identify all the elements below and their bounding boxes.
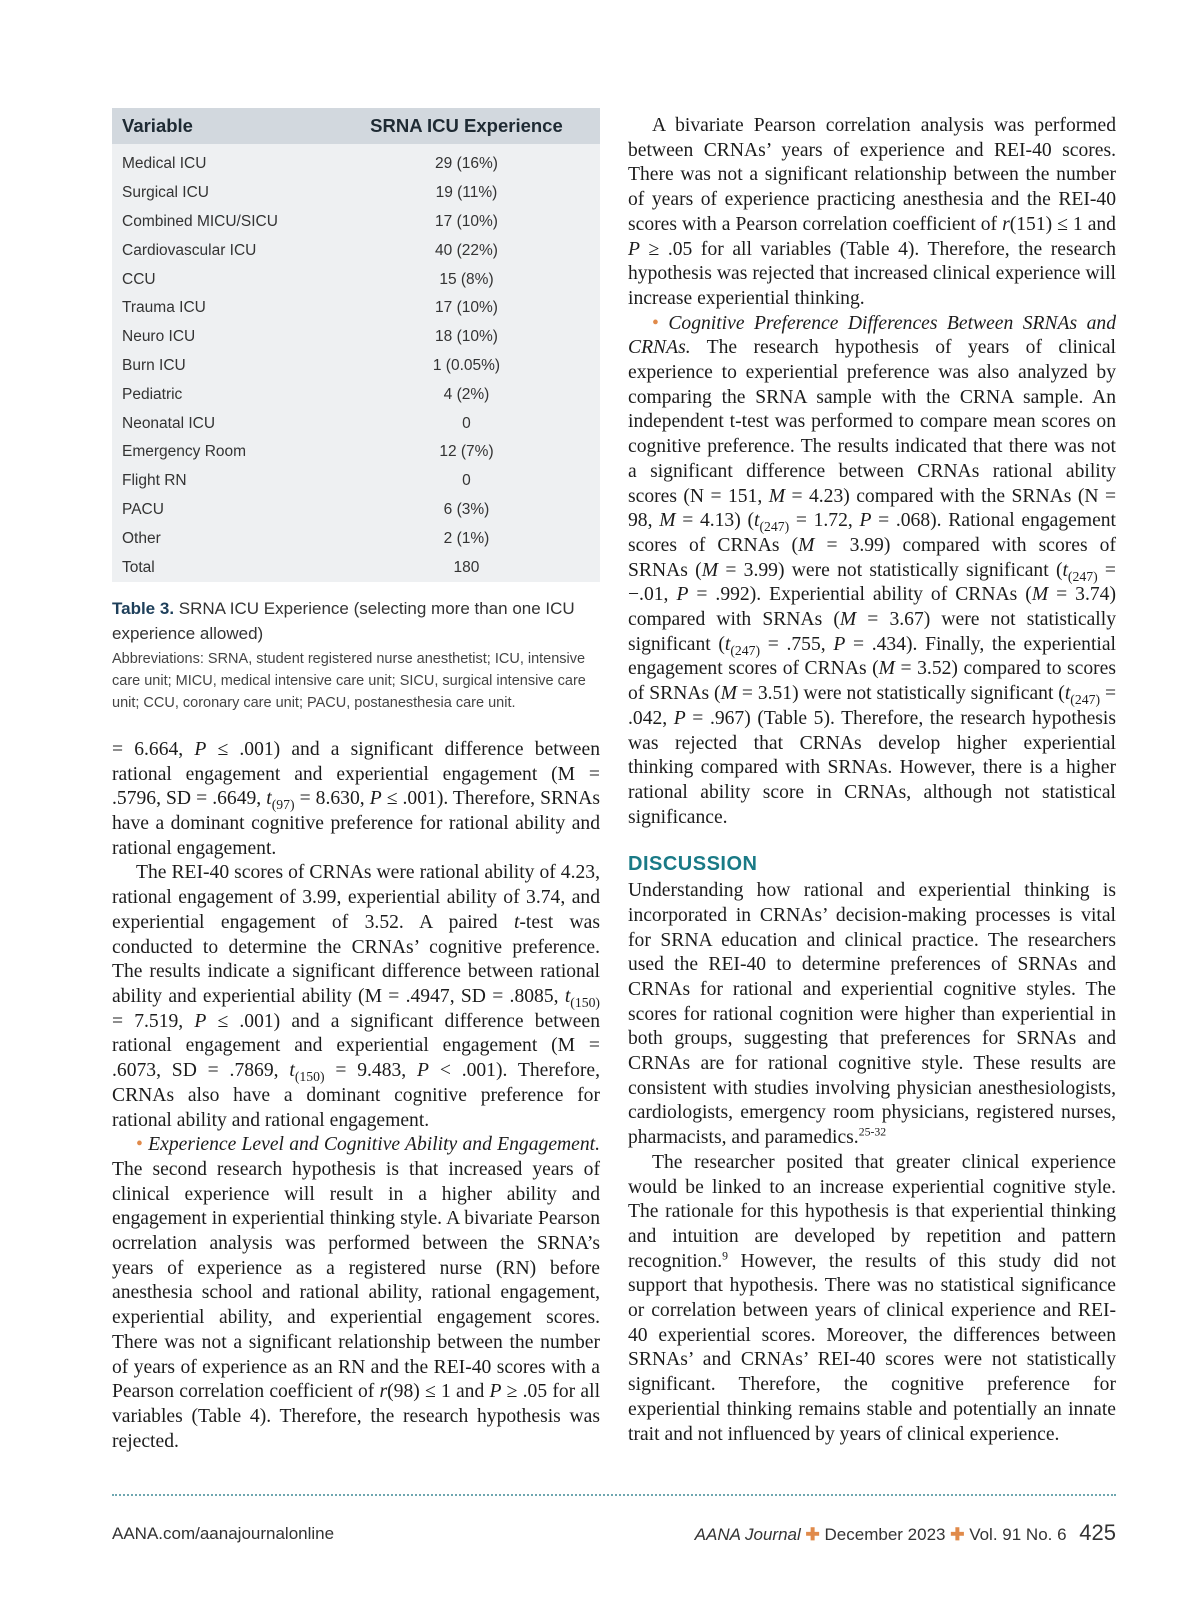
row-value: 6 (3%) xyxy=(443,500,490,518)
row-label: Total xyxy=(122,558,155,576)
row-label: CCU xyxy=(122,270,156,288)
left-column xyxy=(112,108,600,1454)
table-row xyxy=(112,208,600,237)
row-label: Combined MICU/SICU xyxy=(122,212,278,230)
table-row xyxy=(112,323,600,352)
volume-info: Vol. 91 No. 6 xyxy=(969,1525,1067,1544)
caption-title xyxy=(112,596,600,646)
reference: 25-32 xyxy=(858,1125,887,1139)
row-label: Neuro ICU xyxy=(122,328,196,346)
bullet-icon: • xyxy=(136,1134,143,1156)
table-row xyxy=(112,553,600,582)
row-value: 17 (10%) xyxy=(435,299,498,317)
footer-divider xyxy=(112,1494,1116,1496)
bullet-icon: • xyxy=(652,312,659,334)
row-label: Flight RN xyxy=(122,472,187,490)
row-value: 1 (0.05%) xyxy=(432,356,501,374)
table-row xyxy=(112,236,600,265)
caption-label: Table 3. xyxy=(112,598,175,618)
row-value: 2 (1%) xyxy=(443,529,490,547)
row-value: 15 (8%) xyxy=(439,270,494,288)
header-variable: Variable xyxy=(112,108,333,144)
caption-abbreviations: Abbreviations: SRNA, student registered nurse anesthetist; ICU, intensive care unit; MICU, medical intensive care unit; SICU, surgical intensive care unit; CCU, coronary care unit; PACU, postanesthesia care unit. xyxy=(112,650,586,711)
row-label: Surgical ICU xyxy=(122,184,209,202)
row-label: Medical ICU xyxy=(122,155,207,173)
row-label: Cardiovascular ICU xyxy=(122,241,257,259)
row-value: 12 (7%) xyxy=(439,443,494,461)
discussion-heading: DISCUSSION xyxy=(628,853,758,876)
plus-icon: ✚ xyxy=(950,1525,965,1544)
paragraph: The REI-40 scores of CRNAs were rational ability of 4.23, rational engagement of 3.99, experiential ability of 3.74, and experiential engagement of 3.52. A paired t-test was conducted to determine the CRNAs’ cognitive preference. The results indicate a significant difference between rational ability and experiential ability (M = .4947, SD = .8085, $t_{(150)} = 7.519$, P ≤ .001) and a significant difference between rational engagement and experiential engagement (M = .6073, SD = .7869, $t_{(150)} = 9.483$, P < .001). Therefore, CRNAs also have a dominant cognitive preference for rational ability and rational engagement. xyxy=(112,862,601,1131)
row-value: 4 (2%) xyxy=(443,385,490,403)
row-label: Pediatric xyxy=(122,385,183,403)
row-label: Burn ICU xyxy=(122,356,186,374)
row-label: Other xyxy=(122,529,161,547)
table-row xyxy=(112,179,600,208)
row-label: Neonatal ICU xyxy=(122,414,216,432)
table-row xyxy=(112,438,600,467)
row-value: 0 xyxy=(462,472,471,490)
table-row xyxy=(112,265,600,294)
row-value: 17 (10%) xyxy=(435,212,498,230)
table-header-row xyxy=(112,108,600,144)
caption-text: SRNA ICU Experience (selecting more than one ICU experience allowed) xyxy=(112,598,575,643)
table-row xyxy=(112,524,600,553)
journal-website-link[interactable]: AANA.com/aanajournalonline xyxy=(112,1524,335,1543)
table-row xyxy=(112,409,600,438)
row-label: PACU xyxy=(122,500,164,518)
header-srna-icu-experience: SRNA ICU Experience xyxy=(333,108,600,144)
row-value: 29 (16%) xyxy=(435,155,498,173)
right-column xyxy=(628,114,1116,1447)
row-value: 40 (22%) xyxy=(435,241,498,259)
table-row xyxy=(112,496,600,525)
page-number: 425 xyxy=(1079,1520,1116,1545)
paragraph: The researcher posited that greater clinical experience would be linked to an increase experiential cognitive style. The rationale for this hypothesis is that experiential thinking and intuition are developed by repetition and pattern recognition.$^9$ However, the results of this study did not support that hypothesis. There was no statistical significance or correlation between years of clinical experience and REI-40 experiential scores. Moreover, the differences between SRNAs’ and CRNAs’ REI-40 scores were not statistically significant. Therefore, the cognitive preference for experiential thinking remains stable and potentially an innate trait and not influenced by years of clinical experience. xyxy=(628,1151,1116,1445)
paragraph: Understanding how rational and experiential thinking is incorporated in CRNAs’ decision-making processes is vital for SRNA education and clinical practice. The researchers used the REI-40 to determine preferences of SRNAs and CRNAs for rational and experiential cognitive styles. The scores for rational cognition were higher than experiential in both groups, suggesting that preferences for SRNAs and CRNAs are for rational cognitive style. These results are consistent with studies involving physician anesthesiologists, cardiologists, emergency room physicians, registered nurses, pharmacists, and paramedics.$^{25-32}$ xyxy=(628,880,1116,1149)
row-label: Emergency Room xyxy=(122,443,247,461)
journal-name: AANA Journal xyxy=(694,1525,801,1544)
row-value: 180 xyxy=(453,558,480,576)
table-row xyxy=(112,150,600,179)
journal-info xyxy=(695,1520,1116,1546)
table-row xyxy=(112,352,600,381)
subheading: Experience Level and Cognitive Ability and Engagement. xyxy=(148,1134,601,1156)
plus-icon: ✚ xyxy=(805,1525,820,1544)
table-caption xyxy=(112,596,600,714)
reference: 9 xyxy=(722,1249,729,1263)
table-row xyxy=(112,380,600,409)
row-label: Trauma ICU xyxy=(122,299,206,317)
table-3 xyxy=(112,108,600,582)
paragraph: • Experience Level and Cognitive Ability and Engagement. The second research hypothesis is that increased years of clinical experience will result in a higher ability and engagement in experiential thinking style. A bivariate Pearson ocrrelation analysis was performed between the SRNA’s years of experience as a registered nurse (RN) before anesthesia school and rational ability, rational engagement, experiential ability, and experiential engagement scores. There was not a significant relationship between the number of years of experience as an RN and the REI-40 scores with a Pearson correlation coefficient of r(98) ≤ 1 and P ≥ .05 for all variables (Table 4). Therefore, the research hypothesis was rejected. xyxy=(112,1134,601,1452)
paragraph: = 6.664, P ≤ .001) and a significant difference between rational engagement and experiential engagement (M = .5796, SD = .6649, $t_{(97)} = 8.630$, P ≤ .001). Therefore, SRNAs have a dominant cognitive preference for rational ability and rational engagement. xyxy=(112,738,601,859)
paragraph: • Cognitive Preference Differences Between SRNAs and CRNAs. The research hypothesis of years of clinical experience to experiential preference was also analyzed by comparing the SRNA sample with the CRNA sample. An independent t-test was performed to compare mean scores on cognitive preference. The results indicated that there was not a significant difference between CRNAs rational ability scores (N = 151, M = 4.23) compared with the SRNAs (N = 98, M = 4.13) ($t_{(247)} = 1.72$, P = .068). Rational engagement scores of CRNAs (M = 3.99) compared with scores of SRNAs (M = 3.99) were not statistically significant ($t_{(247)} = -.01$, P = .992). Experiential ability of CRNAs (M = 3.74) compared with SRNAs (M = 3.67) were not statistically significant ($t_{(247)} = .755$, P = .434). Finally, the experiential engagement scores of CRNAs (M = 3.52) compared to scores of SRNAs (M = 3.51) were not statistically significant ($t_{(247)} = .042$, P = .967) (Table 5). Therefore, the research hypothesis was rejected that CRNAs develop higher experiential thinking compared with SRNAs. However, there is a higher rational ability score in CRNAs, although not statistical significance. xyxy=(628,312,1117,828)
row-value: 0 xyxy=(462,414,471,432)
right-body-text xyxy=(628,114,1116,1447)
table-row xyxy=(112,294,600,323)
subheading: Cognitive Preference Differences Between SRNAs and CRNAs. xyxy=(628,312,1116,359)
paragraph: A bivariate Pearson correlation analysis was performed between CRNAs’ years of experience and REI-40 scores. There was not a significant relationship between the number of years of experience practicing anesthesia and the REI-40 scores with a Pearson correlation coefficient of r(151) ≤ 1 and P ≥ .05 for all variables (Table 4). Therefore, the research hypothesis was rejected that increased clinical experience will increase experiential thinking. xyxy=(628,115,1116,309)
row-value: 19 (11%) xyxy=(435,184,498,202)
left-body-text xyxy=(112,738,600,1454)
issue-date: December 2023 xyxy=(824,1525,946,1544)
table-row xyxy=(112,467,600,496)
row-value: 18 (10%) xyxy=(435,328,498,346)
